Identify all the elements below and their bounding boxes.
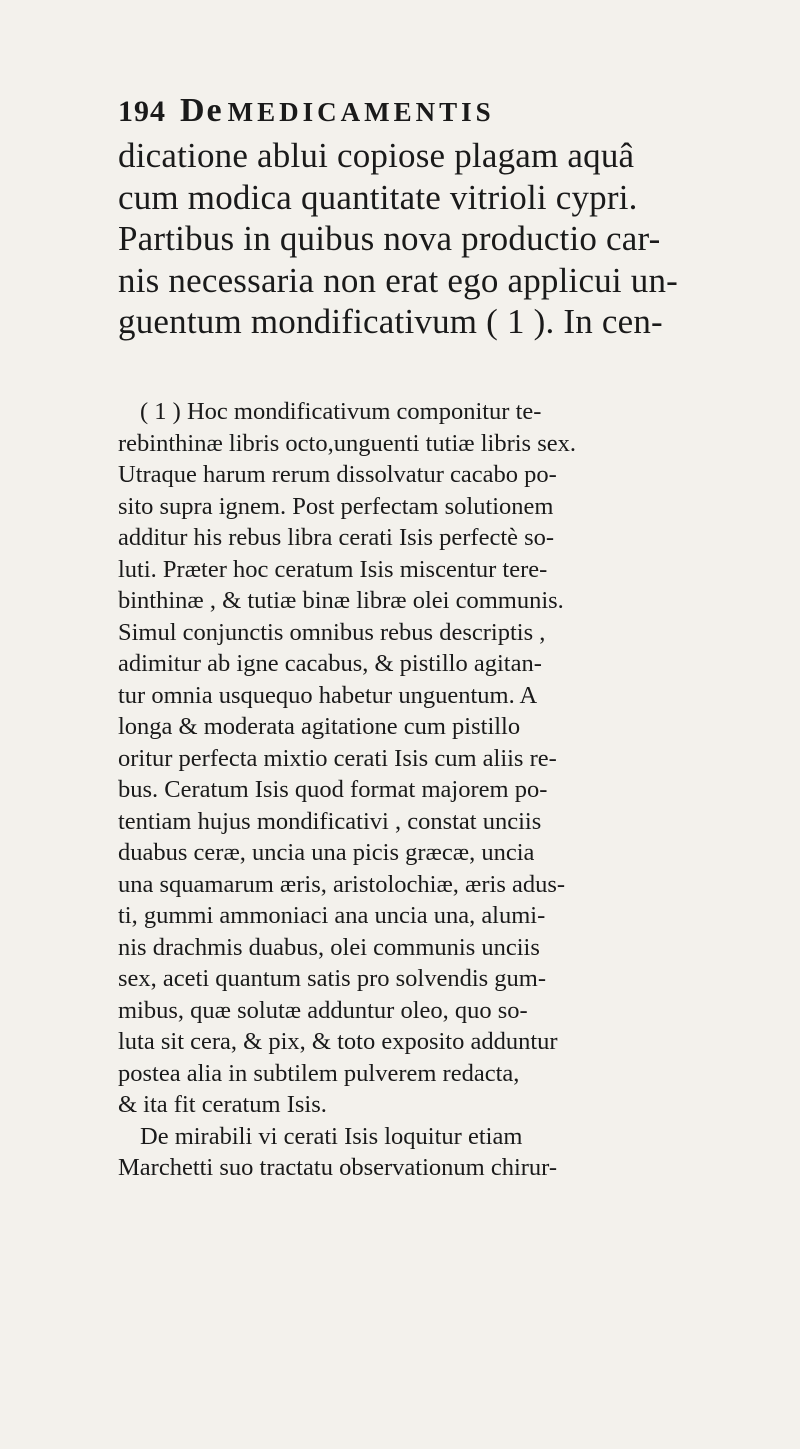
text-line: guentum mondificativum ( 1 ). In cen-	[118, 302, 663, 341]
footnote-line: bus. Ceratum Isis quod format majorem po-	[118, 776, 548, 803]
footnote-line: sito supra ignem. Post perfectam solutionem	[118, 492, 554, 520]
footnote-line: Simul conjunctis omnibus rebus descriptis ,	[118, 618, 546, 646]
running-head	[118, 92, 758, 130]
footnote-line: una squamarum æris, aristolochiæ, æris adus-	[118, 870, 566, 898]
footnote-line: tentiam hujus mondificativi , constat unciis	[118, 807, 542, 835]
footnote-line: luti. Præter hoc ceratum Isis miscentur tere-	[118, 555, 548, 583]
footnote-line: ( 1 ) Hoc mondificativum componitur te-	[140, 398, 542, 425]
footnote-line: nis drachmis duabus, olei communis unciis	[118, 933, 540, 961]
text-line: dicatione ablui copiose plagam aquâ	[118, 136, 635, 175]
page-number: 194	[118, 95, 166, 128]
running-title-de: De	[180, 92, 224, 129]
main-text	[118, 135, 778, 343]
footnote-line: additur his rebus libra cerati Isis perfectè so-	[118, 524, 555, 551]
text-line: nis necessaria non erat ego applicui un-	[118, 260, 679, 300]
footnote-line: oritur perfecta mixtio cerati Isis cum aliis re-	[118, 744, 557, 772]
text-line: Partibus in quibus nova productio car-	[118, 219, 661, 258]
footnote-line: duabus ceræ, uncia una picis græcæ, uncia	[118, 839, 535, 866]
footnote-line: Utraque harum rerum dissolvatur cacabo po-	[118, 461, 557, 488]
footnote-line: postea alia in subtilem pulverem redacta,	[118, 1059, 520, 1087]
footnote-line: adimitur ab igne cacabus, & pistillo agitan-	[118, 650, 542, 677]
footnote-line: luta sit cera, & pix, & toto exposito adduntur	[118, 1028, 558, 1055]
footnote-line: Marchetti suo tractatu observationum chirur-	[118, 1154, 558, 1181]
footnote-line: tur omnia usquequo habetur unguentum. A	[118, 681, 538, 709]
footnote-line: ti, gummi ammoniaci ana uncia una, alumi-	[118, 902, 546, 929]
text-line: cum modica quantitate vitrioli cypri.	[118, 177, 638, 217]
footnote-line: mibus, quæ solutæ adduntur oleo, quo so-	[118, 996, 528, 1024]
footnote-line: binthinæ , & tutiæ binæ libræ olei communis.	[118, 587, 564, 614]
running-title: MEDICAMENTIS	[227, 97, 495, 127]
footnote-line: sex, aceti quantum satis pro solvendis gum-	[118, 965, 546, 992]
footnote	[118, 396, 778, 1184]
footnote-line: longa & moderata agitatione cum pistillo	[118, 713, 521, 740]
footnote-line: De mirabili vi cerati Isis loquitur etiam	[140, 1122, 523, 1150]
footnote-line: & ita fit ceratum Isis.	[118, 1091, 327, 1118]
footnote-line: rebinthinæ libris octo,unguenti tutiæ libris sex.	[118, 429, 576, 457]
